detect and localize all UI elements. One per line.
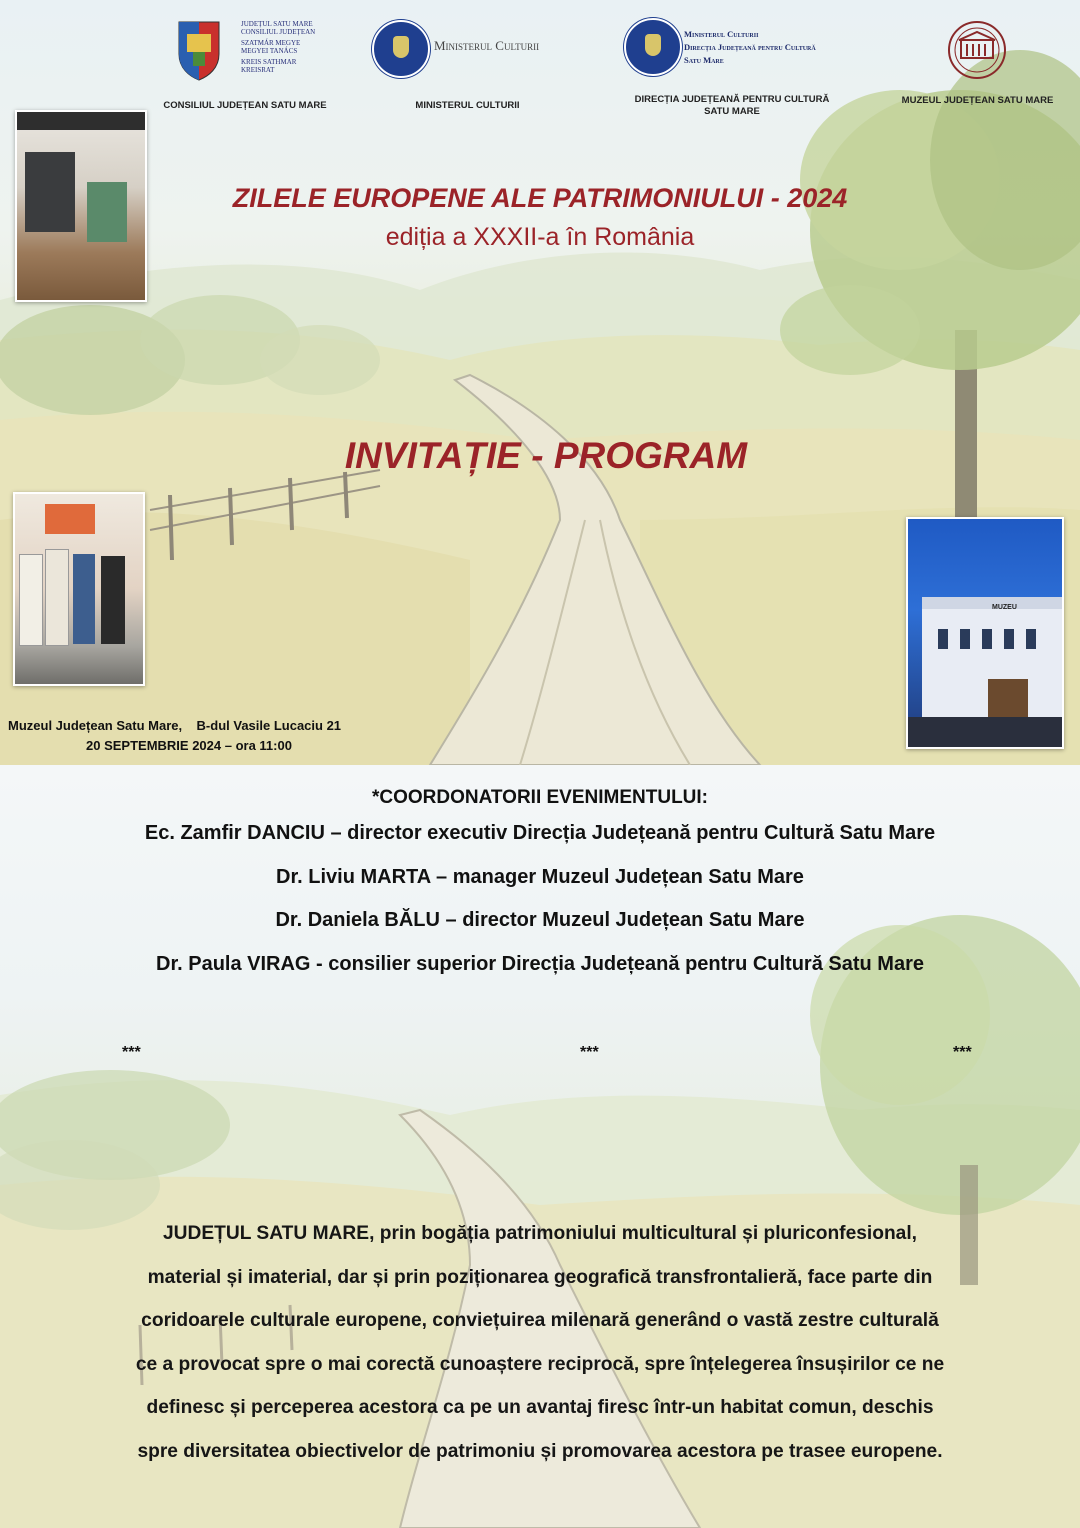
paragraph-line: coridoarele culturale europene, conviețuirea milenară generând o vastă zestre culturală [141,1310,939,1331]
separator-left: *** [122,1044,141,1061]
directorate-caption-line1: DIRECȚIA JUDEȚEANĂ PENTRU CULTURĂ [634,94,830,105]
separator-center: *** [580,1044,599,1061]
museum-logo [945,20,1009,88]
county-coat-of-arms-icon [177,18,221,82]
venue-info [8,716,341,756]
venue-date-time: 20 SEPTEMBRIE 2024 – ora 11:00 [86,738,292,753]
coordinator-item: Ec. Zamfir DANCIU – director executiv Direcția Județeană pentru Cultură Satu Mare [144,822,936,844]
ministry-caption: MINISTERUL CULTURII [415,100,520,111]
museum-caption: MUZEUL JUDEȚEAN SATU MARE [901,95,1054,106]
county-logo-line: KREISRAT [241,66,275,74]
invitation-heading: INVITAȚIE - PROGRAM [344,435,748,476]
government-seal-icon [624,18,682,76]
paragraph-line: definesc și perceperea acestora ca pe un avantaj firesc într-un habitat comun, deschis [146,1397,934,1418]
county-logo-line: KREIS SATHMAR [241,58,297,66]
description-paragraph [30,1212,1050,1473]
government-seal-icon [372,20,430,78]
directorate-caption [612,94,852,118]
directorate-logo-line: Direcția Județeană pentru Cultură [684,42,816,52]
county-council-logo [175,18,325,90]
coordinator-item: Dr. Liviu MARTA – manager Muzeul Județean Satu Mare [276,865,804,888]
county-logo-line: JUDEȚUL SATU MARE [241,20,313,28]
directorate-caption-line2: SATU MARE [704,106,760,117]
directorate-logo [624,18,864,78]
event-edition: ediția a XXXII-a în România [385,223,695,251]
paragraph-line: ce a provocat spre o mai corectă cunoaștere reciprocă, spre înțelegerea însușirilor ce ne [135,1353,945,1375]
coordinator-item: Dr. Daniela BĂLU – director Muzeul Județean Satu Mare [275,909,805,931]
ministry-logo-name: Ministerul Culturii [434,38,540,53]
county-council-caption: CONSILIUL JUDEȚEAN SATU MARE [163,100,327,111]
museum-emblem-icon [945,20,1009,88]
paragraph-line: spre diversitatea obiectivelor de patrimoniu și promovarea acestora pe trasee europene. [137,1440,943,1462]
separator-right: *** [953,1044,972,1061]
paragraph-line: material și imaterial, dar și prin poziționarea geografică transfrontalieră, face parte din [147,1266,933,1288]
county-logo-line: SZATMÁR MEGYE [241,39,301,47]
ministry-logo [372,20,572,80]
paragraph-line: JUDEȚUL SATU MARE, prin bogăția patrimoniului multicultural și pluriconfesional, [162,1223,918,1244]
directorate-logo-line: Ministerul Culturii [684,29,759,39]
coordinator-item: Dr. Paula VIRAG - consilier superior Direcția Județeană pentru Cultură Satu Mare [156,952,924,975]
event-title: ZILELE EUROPENE ALE PATRIMONIULUI - 2024 [232,183,848,213]
county-logo-line: CONSILIUL JUDEȚEAN [241,28,316,36]
venue-address: Muzeul Județean Satu Mare, B-dul Vasile Lucaciu 21 [8,718,342,733]
coordinators-section [0,784,1080,986]
museum-building-photo [906,517,1064,749]
directorate-logo-line: Satu Mare [684,55,724,65]
building-sign: MUZEU [992,604,1017,611]
coordinators-heading: *COORDONATORII EVENIMENTULUI: [371,787,709,808]
folk-costumes-photo [13,492,145,686]
county-logo-line: MEGYEI TANÁCS [241,47,298,55]
